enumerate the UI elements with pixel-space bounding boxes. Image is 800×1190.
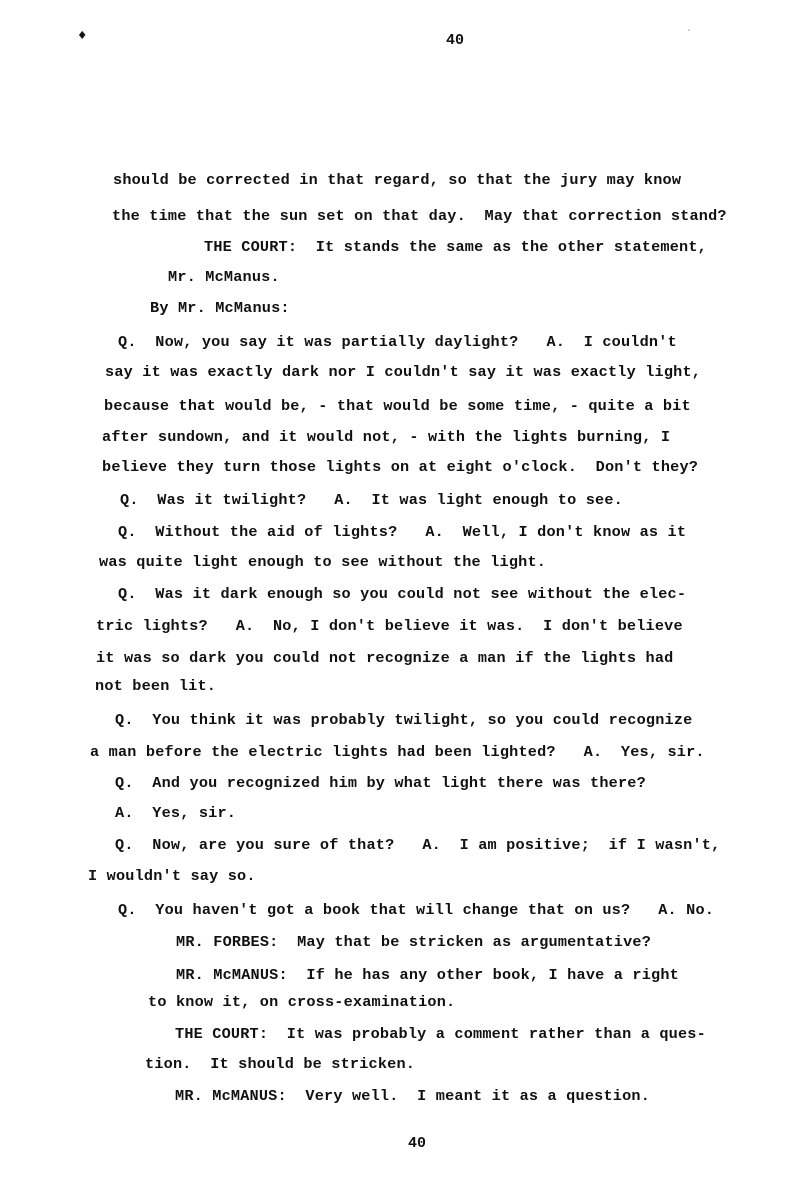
- transcript-line: say it was exactly dark nor I couldn't say it was exactly light,: [105, 363, 702, 381]
- transcript-line: Q. Now, you say it was partially daylight? A. I couldn't: [118, 333, 677, 351]
- transcript-line: MR. McMANUS: If he has any other book, I have a right: [176, 966, 679, 984]
- transcript-line: because that would be, - that would be some time, - quite a bit: [104, 397, 691, 415]
- transcript-line: I wouldn't say so.: [88, 867, 256, 885]
- transcript-line: it was so dark you could not recognize a man if the lights had: [96, 649, 674, 667]
- transcript-line: Q. Was it dark enough so you could not see without the elec-: [118, 585, 687, 603]
- transcript-line: not been lit.: [95, 677, 217, 695]
- transcript-line: A. Yes, sir.: [115, 804, 237, 822]
- transcript-line: MR. FORBES: May that be stricken as argumentative?: [176, 933, 652, 951]
- transcript-line: Q. Without the aid of lights? A. Well, I don't know as it: [118, 523, 687, 541]
- transcript-line: tion. It should be stricken.: [145, 1055, 416, 1073]
- transcript-line: the time that the sun set on that day. May that correction stand?: [112, 207, 727, 225]
- transcript-line: Q. And you recognized him by what light there was there?: [115, 774, 646, 792]
- transcript-line: after sundown, and it would not, - with the lights burning, I: [102, 428, 671, 446]
- transcript-line: was quite light enough to see without the light.: [99, 553, 547, 571]
- transcript-line: to know it, on cross-examination.: [148, 993, 456, 1011]
- transcript-line: Q. You think it was probably twilight, so you could recognize: [115, 711, 693, 729]
- scan-speck: ˙: [686, 30, 693, 41]
- transcript-line: Q. You haven't got a book that will change that on us? A. No.: [118, 901, 715, 919]
- transcript-line: a man before the electric lights had been lighted? A. Yes, sir.: [90, 743, 705, 761]
- corner-mark-icon: ♦: [78, 28, 87, 44]
- transcript-line: MR. McMANUS: Very well. I meant it as a question.: [175, 1087, 651, 1105]
- transcript-line: THE COURT: It was probably a comment rather than a ques-: [175, 1025, 706, 1043]
- page-number-top: 40: [446, 32, 465, 49]
- transcript-line: should be corrected in that regard, so that the jury may know: [113, 171, 682, 189]
- transcript-line: Q. Now, are you sure of that? A. I am positive; if I wasn't,: [115, 836, 721, 854]
- transcript-line: By Mr. McManus:: [150, 299, 290, 317]
- page-number-bottom: 40: [408, 1135, 427, 1152]
- transcript-line: tric lights? A. No, I don't believe it was. I don't believe: [96, 617, 683, 635]
- transcript-line: THE COURT: It stands the same as the other statement,: [204, 238, 707, 256]
- transcript-line: Mr. McManus.: [168, 268, 280, 286]
- transcript-line: believe they turn those lights on at eight o'clock. Don't they?: [102, 458, 699, 476]
- transcript-line: Q. Was it twilight? A. It was light enough to see.: [120, 491, 623, 509]
